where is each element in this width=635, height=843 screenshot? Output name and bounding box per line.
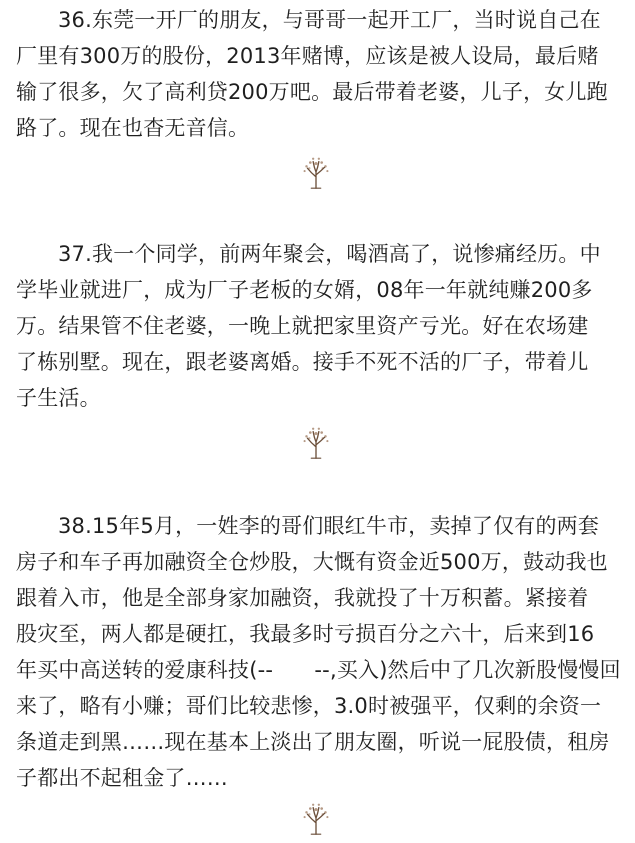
- paragraph-36: [16, 2, 618, 146]
- text-line: 输了很多，欠了高利贷200万吧。最后带着老婆，儿子，女儿跑: [16, 80, 608, 104]
- tree-ornament-icon: [304, 428, 329, 459]
- text-line: 跟着入市，他是全部身家加融资，我就投了十万积蓄。紧接着: [16, 586, 589, 610]
- text-line: 来了，略有小赚；哥们比较悲惨，3.0时被强平，仅剩的余资一: [16, 694, 602, 718]
- text-line: 38.15年5月，一姓李的哥们眼红牛市，卖掉了仅有的两套: [58, 514, 600, 538]
- text-line: 子生活。: [16, 386, 101, 410]
- text-line: 股灾至，两人都是硬扛，我最多时亏损百分之六十，后来到16: [16, 622, 595, 646]
- tree-ornament-icon: [297, 154, 335, 192]
- text-line: 房子和车子再加融资全仓炒股，大慨有资金近500万，鼓动我也: [16, 550, 608, 574]
- text-line: 37.我一个同学，前两年聚会，喝酒高了，说惨痛经历。中: [58, 242, 601, 266]
- text-line: 了栋别墅。现在，跟老婆离婚。接手不死不活的厂子，带着儿: [16, 350, 589, 374]
- text-line: 万。结果管不住老婆，一晚上就把家里资产亏光。好在农场建: [16, 314, 589, 338]
- paragraph-37: [16, 236, 618, 416]
- text-line: 学毕业就进厂，成为厂子老板的女婿，08年一年就纯赚200多: [16, 278, 593, 302]
- tree-ornament-icon: [297, 800, 335, 838]
- text-line: 厂里有300万的股份，2013年赌博，应该是被人设局，最后赌: [16, 44, 599, 68]
- text-line: 子都出不起租金了……: [16, 766, 228, 790]
- tree-ornament-icon: [304, 804, 329, 835]
- text-line: 年买中高送转的爱康科技(-- --,买入)然后中了几次新股慢慢回: [16, 658, 621, 682]
- text-line: 路了。现在也杳无音信。: [16, 116, 250, 140]
- tree-ornament-icon: [297, 424, 335, 462]
- text-line: 36.东莞一开厂的朋友，与哥哥一起开工厂，当时说自己在: [58, 8, 601, 32]
- paragraph-38: [16, 508, 621, 796]
- tree-ornament-icon: [304, 158, 329, 189]
- text-line: 条道走到黑……现在基本上淡出了朋友圈，听说一屁股债，租房: [16, 730, 610, 754]
